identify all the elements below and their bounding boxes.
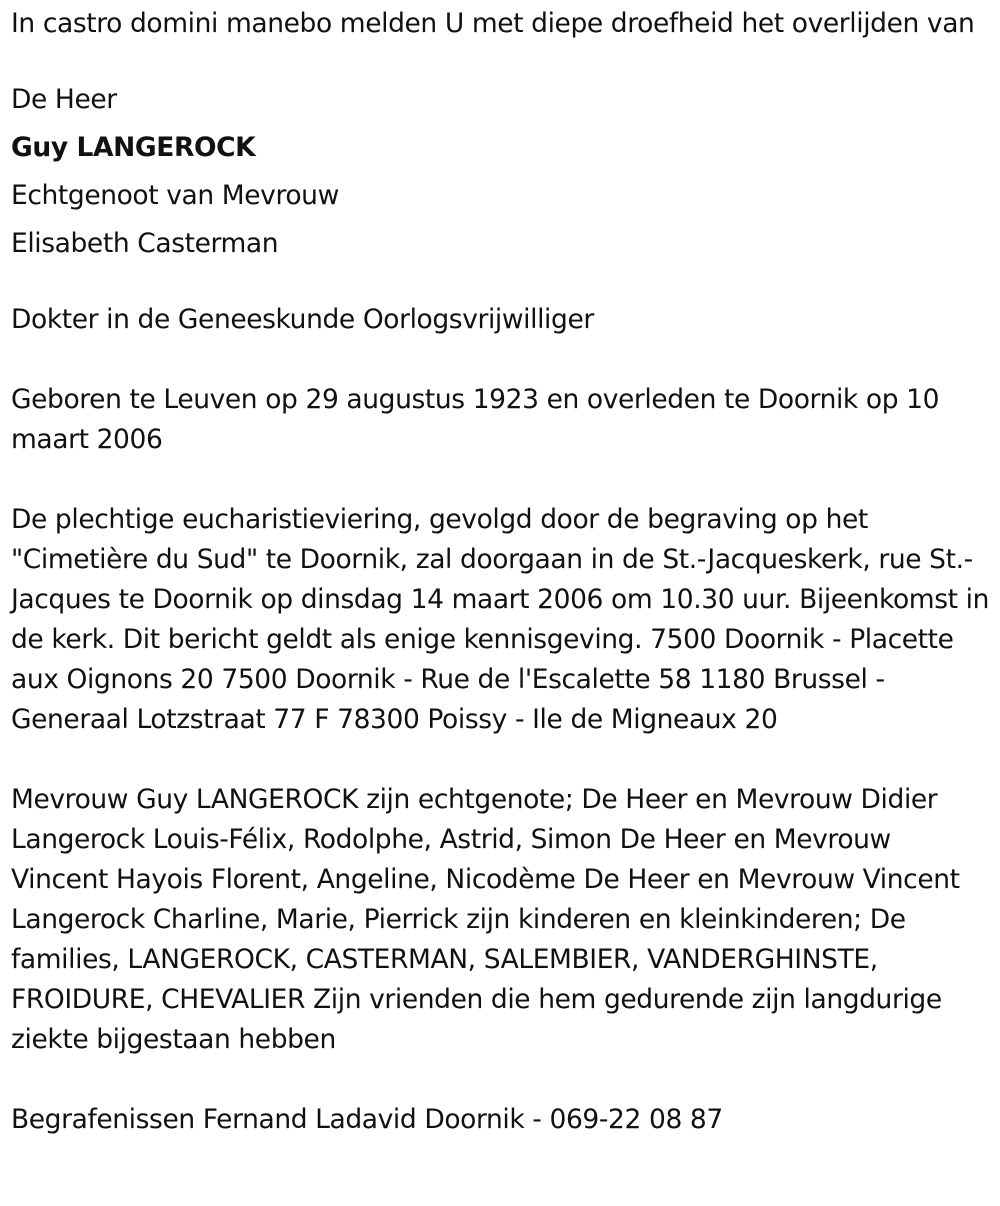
spouse-name: Elisabeth Casterman	[11, 228, 279, 259]
ceremony-details: De plechtige eucharistieviering, gevolgd door de begraving op het "Cimetière du Sud" te Doornik, zal doorgaan in de St.-Jacqueskerk, rue St.-Jacques te Doornik op dinsdag 14 maart 2006 om 10.30 uur. Bijeenkomst in de kerk. Dit bericht geldt als enige kennisgeving. 7500 Doornik - Placette aux Oignons 20 7500 Doornik - Rue de l'Escalette 58 1180 Brussel - Generaal Lotzstraat 77 F 78300 Poissy - Ile de Migneaux 20	[11, 504, 989, 735]
spouse-line: Echtgenoot van Mevrouw	[11, 180, 339, 211]
spacer	[11, 460, 993, 500]
spacer	[11, 268, 993, 300]
spacer	[11, 740, 993, 780]
spacer	[11, 44, 993, 76]
spacer	[11, 340, 993, 380]
funeral-home: Begrafenissen Fernand Ladavid Doornik - 069-22 08 87	[11, 1104, 723, 1135]
occupation: Dokter in de Geneeskunde Oorlogsvrijwilliger	[11, 304, 594, 335]
birth-death: Geboren te Leuven op 29 augustus 1923 en overleden te Doornik op 10 maart 2006	[11, 384, 940, 455]
obituary-notice	[11, 4, 993, 1140]
salutation: De Heer	[11, 84, 117, 115]
spacer	[11, 1060, 993, 1100]
intro-text: In castro domini manebo melden U met diepe droefheid het overlijden van	[11, 8, 975, 39]
deceased-name: Guy LANGEROCK	[11, 132, 256, 163]
family-list: Mevrouw Guy LANGEROCK zijn echtgenote; De Heer en Mevrouw Didier Langerock Louis-Félix, Rodolphe, Astrid, Simon De Heer en Mevrouw Vincent Hayois Florent, Angeline, Nicodème De Heer en Mevrouw Vincent Langerock Charline, Marie, Pierrick zijn kinderen en kleinkinderen; De families, LANGEROCK, CASTERMAN, SALEMBIER, VANDERGHINSTE, FROIDURE, CHEVALIER Zijn vrienden die hem gedurende zijn langdurige ziekte bijgestaan hebben	[11, 784, 960, 1055]
